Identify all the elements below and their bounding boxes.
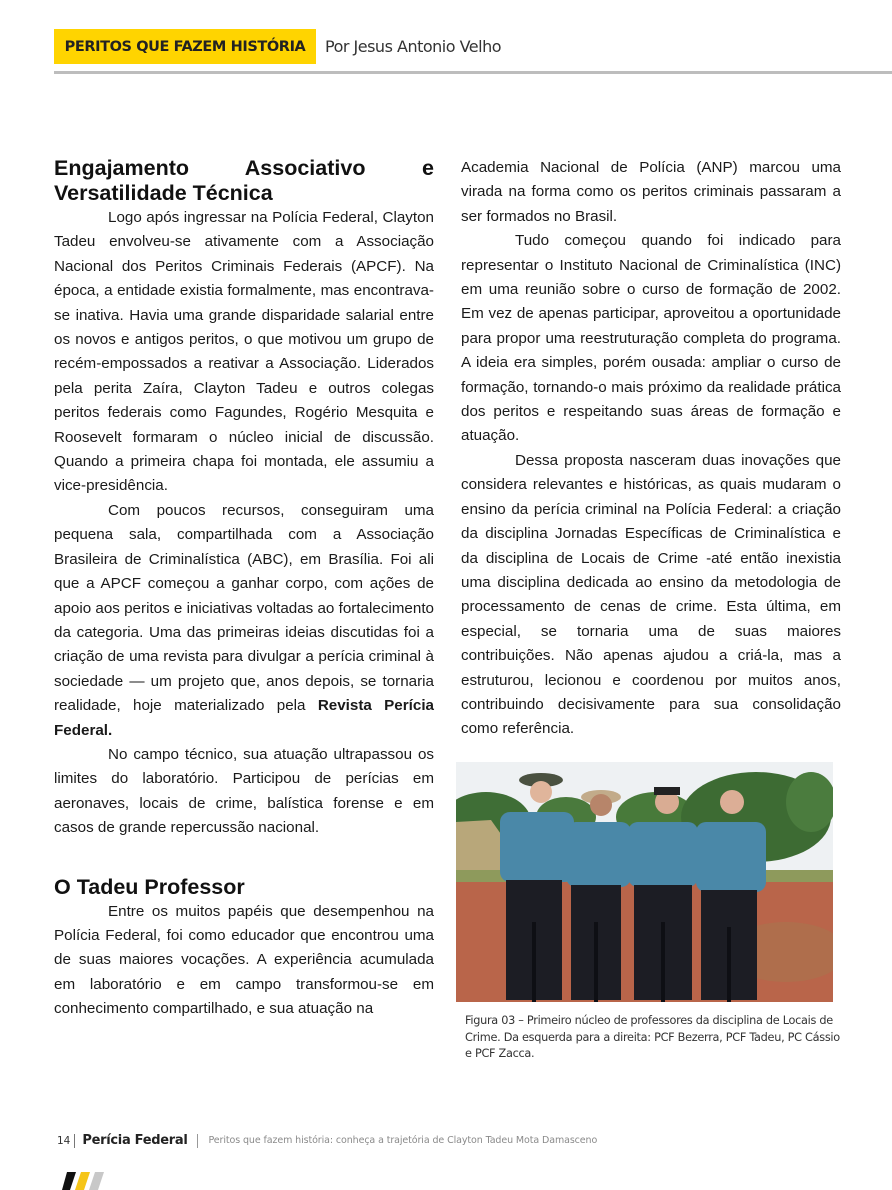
footer-divider xyxy=(197,1134,198,1148)
page-footer xyxy=(57,1133,597,1148)
author-byline: Por Jesus Antonio Velho xyxy=(325,37,502,56)
footer-divider xyxy=(74,1134,75,1148)
paragraph: Entre os muitos papéis que desempenhou na Polícia Federal, foi como educador que encontrou uma de suas maiores vocações. A experiência acumulada em laboratório e em campo transformou-se em conhecimento compartilhado, e sua atuação na xyxy=(54,902,434,1018)
brand-stripes-icon xyxy=(62,1172,108,1190)
right-column xyxy=(461,156,841,742)
header-divider xyxy=(54,71,892,74)
heading-engajamento: Engajamento Associativo e Versatilidade Técnica xyxy=(54,156,434,205)
paragraph: Dessa proposta nasceram duas inovações que considera relevantes e históricas, as quais mudaram o ensino da perícia criminal na Polícia Federal: a criação da disciplina Jornadas Específicas de Criminalística e da disciplina de Locais de Crime -até então inexistia uma disciplina dedicada ao ensino da metodologia de processamento de cenas de crime. Esta última, em especial, se tornaria uma de suas maiores contribuições. Não apenas ajudou a criá-la, mas a estruturou, lecionou e coordenou por muitos anos, contribuindo decisivamente para sua consolidação como referência. xyxy=(461,451,841,738)
figure-caption: Figura 03 – Primeiro núcleo de professores da disciplina de Locais de Crime. Da esquerda para a direita: PCF Bezerra, PCF Tadeu, PC Cássio e PCF Zacca. xyxy=(465,1014,840,1060)
left-column xyxy=(54,156,434,1022)
section-tag xyxy=(54,29,316,64)
paragraph-text: Com poucos recursos, conseguiram uma pequena sala, compartilhada com a Associação Brasileira de Criminalística (ABC), em Brasília. Foi ali que a APCF começou a ganhar corpo, com ações de apoio aos peritos e iniciativas voltadas ao fortalecimento da categoria. Uma das primeiras ideias discutidas foi a criação de uma revista para divulgar a perícia criminal à sociedade — um projeto que, anos depois, se tornaria realidade, hoje materializado pela xyxy=(54,501,434,715)
magazine-name: Perícia Federal xyxy=(82,1133,188,1148)
magazine-name-bold: Revista Perícia Federal. xyxy=(54,697,434,739)
heading-tadeu-professor: O Tadeu Professor xyxy=(54,874,245,899)
page-number: 14 xyxy=(57,1134,71,1147)
paragraph: Academia Nacional de Polícia (ANP) marcou uma virada na forma como os peritos criminais passaram a ser formados no Brasil. xyxy=(461,159,841,225)
section-tag-label: PERITOS QUE FAZEM HISTÓRIA xyxy=(64,38,306,55)
group-photo-illustration xyxy=(456,762,836,1002)
paragraph: No campo técnico, sua atuação ultrapassou os limites do laboratório. Participou de perícias em aeronaves, locais de crime, balística forense e em casos de grande repercussão nacional. xyxy=(54,745,434,837)
running-title: Peritos que fazem história: conheça a trajetória de Clayton Tadeu Mota Damasceno xyxy=(208,1135,598,1146)
figure-photo xyxy=(456,762,836,1002)
paragraph: Tudo começou quando foi indicado para representar o Instituto Nacional de Criminalística (INC) em uma reunião sobre o curso de formação de 2002. Em vez de apenas participar, aproveitou a oportunidade para propor uma reestruturação completa do programa. A ideia era simples, porém ousada: ampliar o curso de formação, tornando-o mais próximo da realidade prática dos peritos e respeitando suas áreas de formação e atuação. xyxy=(461,232,841,445)
paragraph xyxy=(54,499,434,743)
paragraph: Logo após ingressar na Polícia Federal, Clayton Tadeu envolveu-se ativamente com a Associação Nacional dos Peritos Criminais Federais (APCF). Na época, a entidade existia formalmente, mas encontrava-se inativa. Havia uma grande disparidade salarial entre os novos e antigos peritos, o que motivou um grupo de recém-empossados a reativar a Associação. Liderados pela perita Zaíra, Clayton Tadeu e outros colegas peritos federais como Fagundes, Rogério Mesquita e Roosevelt formaram o núcleo inicial de discussão. Quando a primeira chapa foi montada, ele assumiu a vice-presidência. xyxy=(54,209,434,495)
